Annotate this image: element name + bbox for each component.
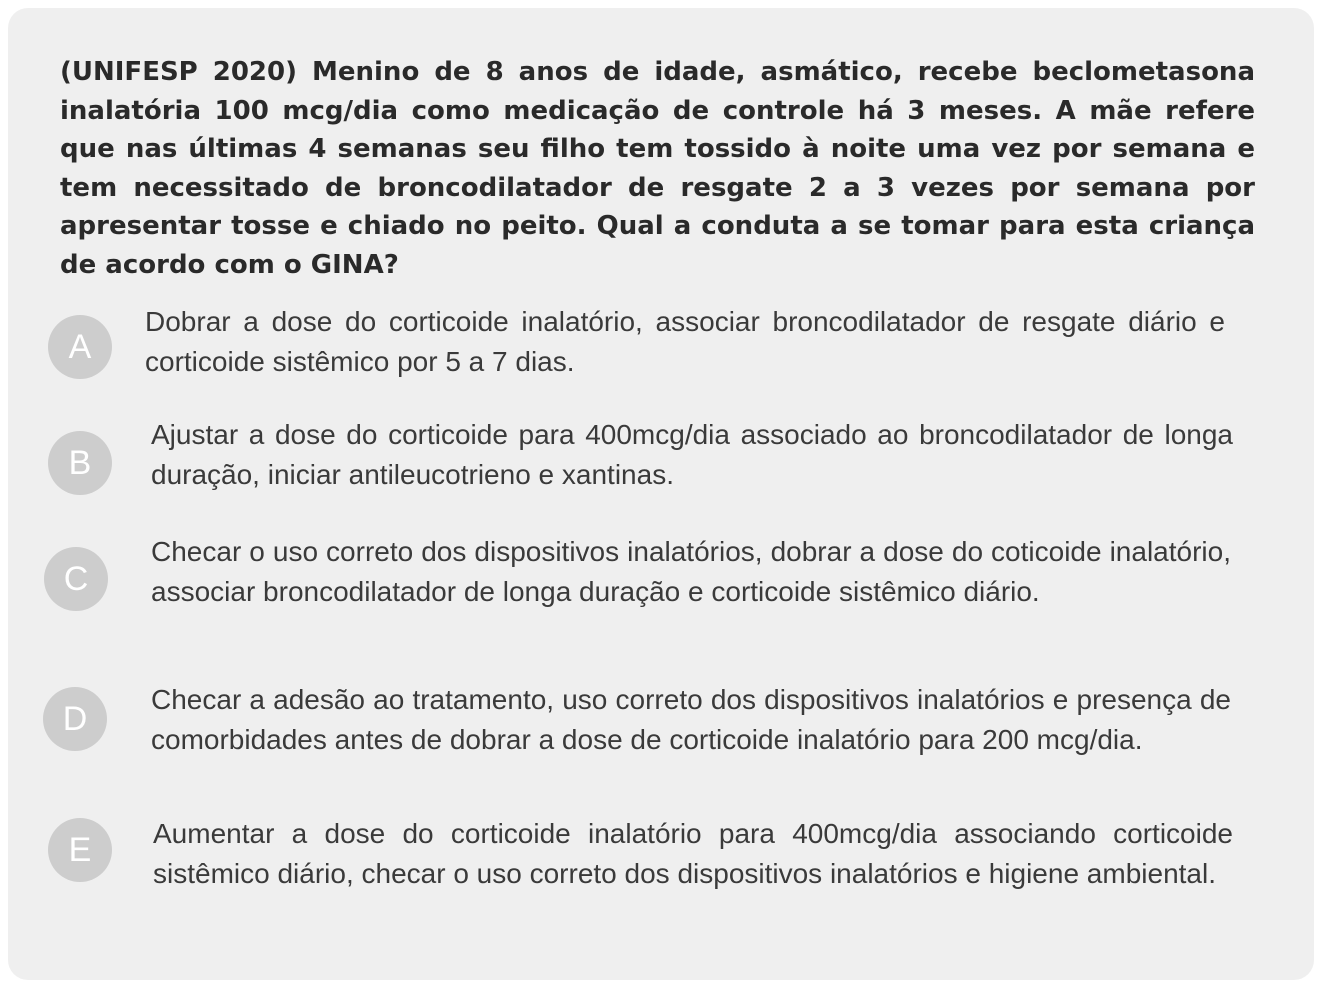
option-c-text[interactable]: Checar o uso correto dos dispositivos inalatórios, dobrar a dose do coticoide inalatório, associar broncodilatador de longa duração e corticoide sistêmico diário. — [151, 536, 1231, 607]
option-c-letter-badge[interactable]: C — [44, 547, 108, 611]
option-e[interactable] — [8, 812, 1314, 942]
question-card — [8, 8, 1314, 980]
option-c[interactable] — [8, 530, 1314, 660]
option-b-letter-badge[interactable]: B — [48, 431, 112, 495]
option-d[interactable] — [8, 678, 1314, 808]
option-a[interactable] — [8, 300, 1314, 430]
option-e-text[interactable]: Aumentar a dose do corticoide inalatório para 400mcg/dia associando corticoide sistêmico diário, checar o uso correto dos dispositivos inalatórios e higiene ambiental. — [153, 818, 1233, 889]
question-text: (UNIFESP 2020) Menino de 8 anos de idade, asmático, recebe beclometasona inalatória 100 mcg/dia como medicação de controle há 3 meses. A mãe refere que nas últimas 4 semanas seu filho tem tossido à noite uma vez por semana e tem necessitado de broncodilatador de resgate 2 a 3 vezes por semana por apresentar tosse e chiado no peito. Qual a conduta a se tomar para esta criança de acordo com o GINA? — [60, 57, 1255, 280]
option-b-text[interactable]: Ajustar a dose do corticoide para 400mcg/dia associado ao broncodilatador de longa duração, iniciar antileucotrieno e xantinas. — [151, 419, 1233, 490]
option-a-letter-badge[interactable]: A — [48, 315, 112, 379]
option-d-text[interactable]: Checar a adesão ao tratamento, uso correto dos dispositivos inalatórios e presença de comorbidades antes de dobrar a dose de corticoide inalatório para 200 mcg/dia. — [151, 684, 1231, 755]
option-b[interactable] — [8, 413, 1314, 543]
option-a-text[interactable]: Dobrar a dose do corticoide inalatório, associar broncodilatador de resgate diário e corticoide sistêmico por 5 a 7 dias. — [145, 306, 1225, 377]
option-d-letter-badge[interactable]: D — [43, 687, 107, 751]
option-e-letter-badge[interactable]: E — [48, 818, 112, 882]
